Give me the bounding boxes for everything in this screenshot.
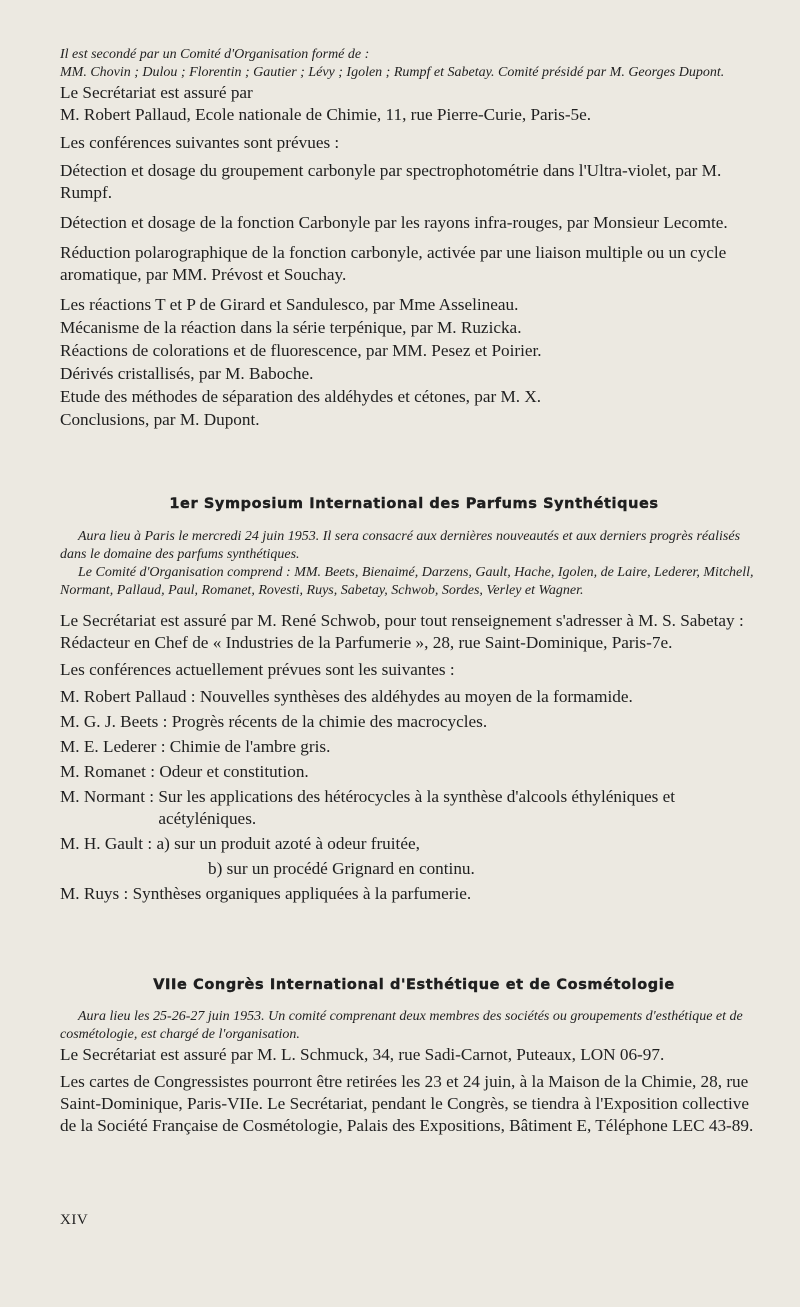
talk-title: Nouvelles synthèses des aldéhydes au moyen de la formamide. <box>199 687 633 706</box>
talk-title: Sur les applications des hétérocycles à la synthèse d'alcools éthyléniques et acétyléniques. <box>158 787 676 828</box>
speaker-name: M. E. Lederer : <box>60 737 170 756</box>
symposium-conference-item <box>60 883 768 905</box>
talk-title: Synthèses organiques appliquées à la parfumerie. <box>132 884 472 903</box>
symposium-conference-item <box>60 761 768 783</box>
talk-title: b) sur un procédé Grignard en continu. <box>208 859 475 878</box>
speaker-name: M. Robert Pallaud : <box>60 687 200 706</box>
section-analysis-symposium <box>60 46 768 432</box>
speaker-name: M. Ruys : <box>60 884 133 903</box>
speaker-name <box>60 858 208 880</box>
symposium-conference-list <box>60 686 768 905</box>
symposium-conference-item <box>60 711 768 733</box>
conference-item: Les réactions T et P de Girard et Sandulesco, par Mme Asselineau. <box>60 295 519 314</box>
congress-secretariat: Le Secrétariat est assuré par M. L. Schmuck, 34, rue Sadi-Carnot, Puteaux, LON 06-97. <box>60 1045 665 1064</box>
conference-item: Conclusions, par M. Dupont. <box>60 410 260 429</box>
conference-item: Réactions de colorations et de fluorescence, par MM. Pesez et Poirier. <box>60 341 542 360</box>
talk-title: Progrès récents de la chimie des macrocycles. <box>171 712 488 731</box>
speaker-name: M. Romanet : <box>60 762 160 781</box>
speaker-name: M. G. J. Beets : <box>60 712 172 731</box>
symposium-conference-item <box>60 686 768 708</box>
symposium-conferences-intro: Les conférences actuellement prévues sont les suivantes : <box>60 660 455 679</box>
section-heading: 1er Symposium International des Parfums Synthétiques <box>169 496 659 512</box>
speaker-name: M. Normant : <box>60 787 159 806</box>
section-heading: VIIe Congrès International d'Esthétique et de Cosmétologie <box>153 977 675 993</box>
section-perfume-symposium <box>60 494 768 908</box>
symposium-committee: Le Comité d'Organisation comprend : MM. Beets, Bienaimé, Darzens, Gault, Hache, Igolen, de Laire, Lederer, Mitchell, Normant, Pallaud, Paul, Romanet, Rovesti, Ruys, Sabetay, Schwob, Sordes, Verley et Wagner. <box>60 565 754 598</box>
talk-title: Chimie de l'ambre gris. <box>169 737 331 756</box>
symposium-intro: Aura lieu à Paris le mercredi 24 juin 1953. Il sera consacré aux dernières nouveautés et aux derniers progrès réalisés dans le domaine des parfums synthétiques. <box>60 529 741 562</box>
secretariat-line-2: M. Robert Pallaud, Ecole nationale de Chimie, 11, rue Pierre-Curie, Paris-5e. <box>60 105 592 124</box>
conference-item: Réduction polarographique de la fonction carbonyle, activée par une liaison multiple ou un cycle aromatique, par MM. Prévost et Souchay. <box>60 243 727 284</box>
section-cosmetology-congress <box>60 975 768 1137</box>
secretariat-line-1: Le Secrétariat est assuré par <box>60 83 253 102</box>
symposium-conference-item <box>60 736 768 758</box>
speaker-name: M. H. Gault : <box>60 834 157 853</box>
committee-intro: Il est secondé par un Comité d'Organisation formé de : <box>60 47 370 62</box>
conference-item: Mécanisme de la réaction dans la série terpénique, par M. Ruzicka. <box>60 318 522 337</box>
talk-title: a) sur un produit azoté à odeur fruitée, <box>156 834 420 853</box>
conference-item: Etude des méthodes de séparation des aldéhydes et cétones, par M. X. <box>60 387 542 406</box>
conference-item: Détection et dosage de la fonction Carbonyle par les rayons infra-rouges, par Monsieur Lecomte. <box>60 213 728 232</box>
symposium-conference-item <box>60 858 768 880</box>
symposium-secretariat: Le Secrétariat est assuré par M. René Schwob, pour tout renseignement s'adresser à M. S. Sabetay : Rédacteur en Chef de « Industries de la Parfumerie », 28, rue Saint-Dominique, Paris-7e. <box>60 611 744 652</box>
congress-cards: Les cartes de Congressistes pourront être retirées les 23 et 24 juin, à la Maison de la Chimie, 28, rue Saint-Dominique, Paris-VIIe. Le Secrétariat, pendant le Congrès, se tiendra à l'Exposition collective de la Société Française de Cosmétologie, Palais des Expositions, Bâtiment E, Téléphone LEC 43-89. <box>60 1072 754 1135</box>
conferences-intro: Les conférences suivantes sont prévues : <box>60 133 340 152</box>
conference-item: Détection et dosage du groupement carbonyle par spectrophotométrie dans l'Ultra-violet, par M. Rumpf. <box>60 161 722 202</box>
page-number: XIV <box>60 1212 89 1228</box>
congress-intro: Aura lieu les 25-26-27 juin 1953. Un comité comprenant deux membres des sociétés ou groupements d'esthétique et de cosmétologie, est chargé de l'organisation. <box>60 1009 743 1042</box>
conference-list <box>60 160 768 431</box>
talk-title: Odeur et constitution. <box>159 762 309 781</box>
symposium-conference-item <box>60 786 768 830</box>
conference-item: Dérivés cristallisés, par M. Baboche. <box>60 364 314 383</box>
committee-members: MM. Chovin ; Dulou ; Florentin ; Gautier ; Lévy ; Igolen ; Rumpf et Sabetay. Comité présidé par M. Georges Dupont. <box>60 65 725 80</box>
symposium-conference-item <box>60 833 768 855</box>
